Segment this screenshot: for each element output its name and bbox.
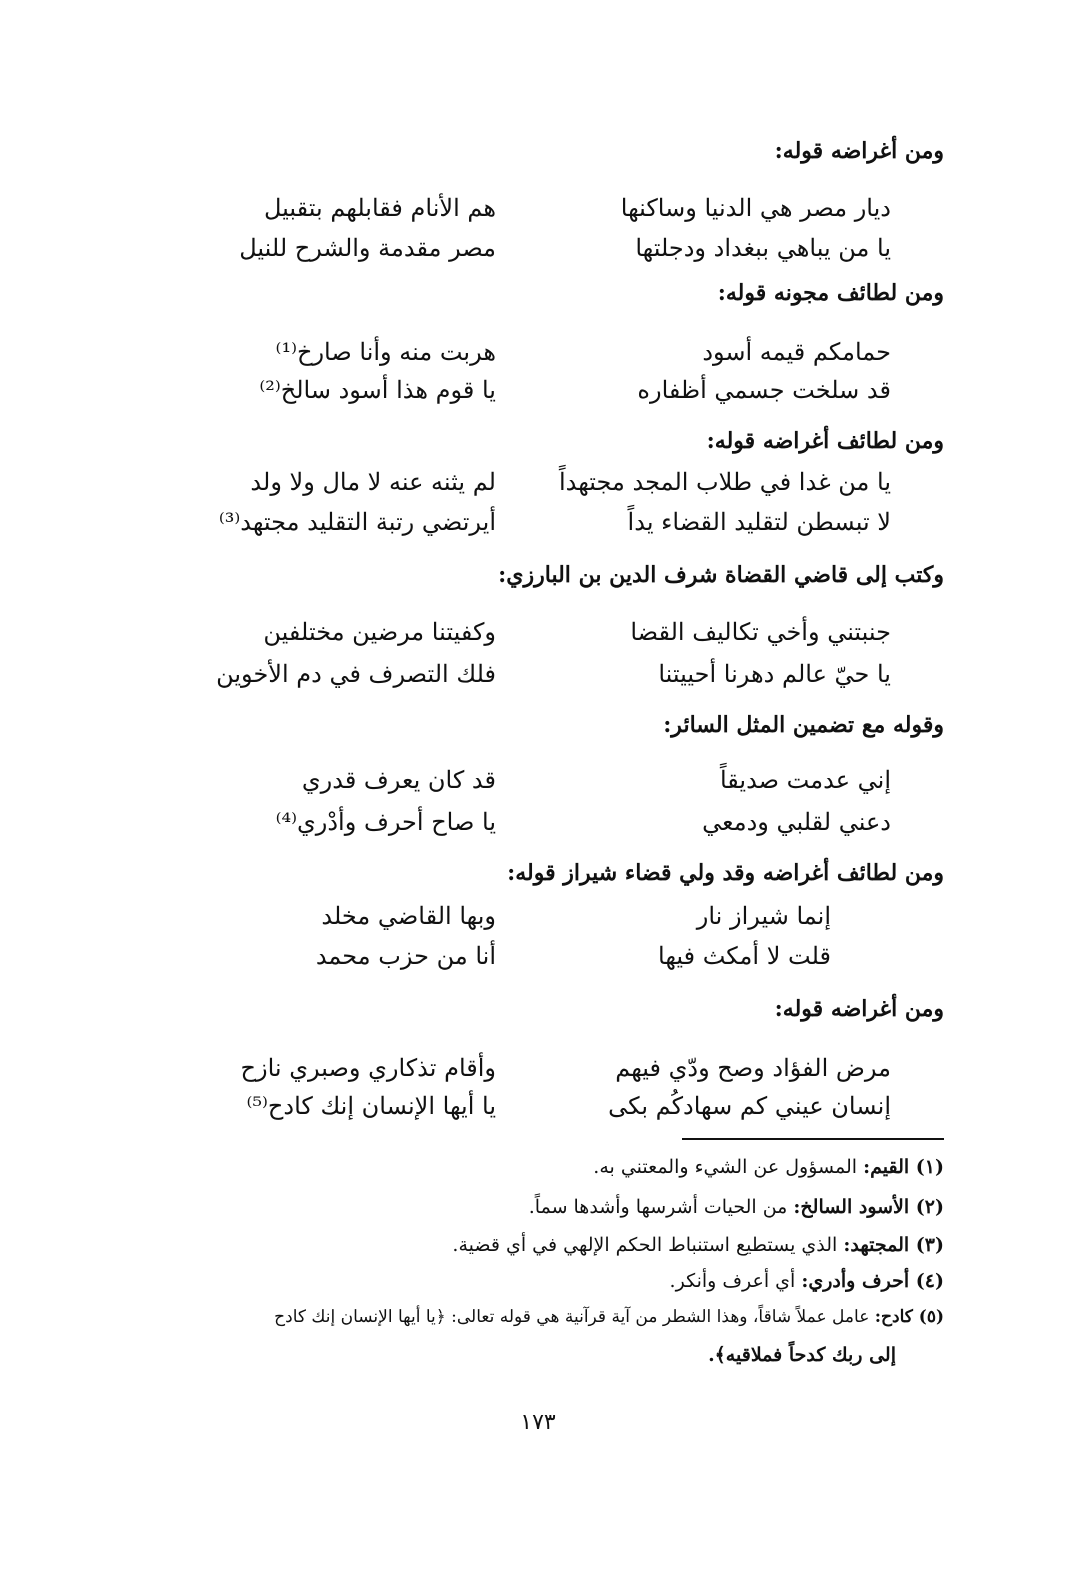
verse-first-hemistich: قد سلخت جسمي أظفاره [637,376,891,404]
section-heading: وكتب إلى قاضي القضاة شرف الدين بن البارزي: [498,562,944,588]
verse-second-hemistich: وكفيتنا مرضين مختلفين [263,618,496,646]
verse-first-hemistich: مرض الفؤاد وصح ودّي فيهم [615,1054,891,1082]
verse-first-hemistich: جنبتني وأخي تكاليف القضا [630,618,891,646]
verse-second-hemistich: يا أيها الإنسان إنك كادح⁽⁵⁾ [246,1092,496,1120]
verse-first-hemistich: ديار مصر هي الدنيا وساكنها [620,194,891,222]
section-heading: ومن لطائف مجونه قوله: [717,280,944,306]
section-heading: وقوله مع تضمين المثل السائر: [663,712,944,738]
verse-second-hemistich: لم يثنه عنه لا مال ولا ولد [250,468,496,496]
verse-second-hemistich: فلك التصرف في دم الأخوين [216,660,496,688]
footnote-term: (١) القيم: [863,1156,944,1178]
footnote-5 [274,1306,944,1327]
section-heading: ومن لطائف أغراضه قوله: [706,428,944,454]
verse-second-hemistich: أيرتضي رتبة التقليد مجتهد⁽³⁾ [218,508,496,536]
footnote-4 [670,1270,944,1292]
footnote-separator [682,1138,944,1140]
footnote-3 [452,1234,944,1256]
verse-second-hemistich: وأقام تذكاري وصبري نازح [240,1054,496,1082]
footnote-text: عامل عملاً شاقاً، وهذا الشطر من آية قرآنية هي قوله تعالى: ﴿يا أيها الإنسان إنك كادح [274,1307,875,1327]
section-heading: ومن أغراضه قوله: [774,996,944,1022]
verse-first-hemistich: إنسان عيني كم سهادكُم بكى [608,1092,891,1120]
verse-first-hemistich: إنما شيراز نار [696,902,831,930]
page-number: ١٧٣ [520,1410,556,1435]
footnote-text: إلى ربك كدحاً فملاقيه﴾. [708,1344,896,1366]
section-heading: ومن أغراضه قوله: [774,138,944,164]
verse-first-hemistich: يا من غدا في طلاب المجد مجتهداً [558,468,891,496]
verse-second-hemistich: أنا من حزب محمد [315,942,496,970]
verse-second-hemistich: هم الأنام فقابلهم بتقبيل [263,194,496,222]
footnote-text: المسؤول عن الشيء والمعتني به. [593,1156,864,1178]
verse-second-hemistich: وبها القاضي مخلد [321,902,496,930]
verse-second-hemistich: هربت منه وأنا صارخ⁽¹⁾ [275,338,496,366]
footnote-term: (٢) الأسود السالخ: [793,1196,944,1218]
footnote-2 [529,1196,944,1218]
verse-second-hemistich: يا قوم هذا أسود سالخ⁽²⁾ [259,376,496,404]
footnote-term: (٣) المجتهد: [843,1234,944,1256]
section-heading: ومن لطائف أغراضه وقد ولي قضاء شيراز قوله: [507,860,944,886]
verse-first-hemistich: إني عدمت صديقاً [719,766,891,794]
verse-first-hemistich: دعني لقلبي ودمعي [702,808,891,836]
verse-first-hemistich: لا تبسطن لتقليد القضاء يداً [627,508,891,536]
footnote-text: من الحيات أشرسها وأشدها سماً. [528,1196,794,1218]
footnote-5-continuation [708,1344,896,1366]
verse-second-hemistich: يا صاح أحرف وأدْري⁽⁴⁾ [275,808,496,836]
verse-second-hemistich: مصر مقدمة والشرح للنيل [239,234,496,262]
verse-first-hemistich: حمامكم قيمه أسود [702,338,891,366]
footnote-term: (٥) كادح: [874,1307,944,1327]
footnote-1 [593,1156,944,1178]
verse-first-hemistich: قلت لا أمكث فيها [658,942,831,970]
footnote-text: أي أعرف وأنكر. [669,1270,802,1292]
verse-second-hemistich: قد كان يعرف قدري [301,766,496,794]
verse-first-hemistich: يا من يباهي ببغداد ودجلتها [635,234,891,262]
footnote-text: الذي يستطيع استنباط الحكم الإلهي في أي قضية. [452,1234,844,1256]
footnote-term: (٤) أحرف وأدري: [801,1270,944,1292]
verse-first-hemistich: يا حيّ عالم دهرنا أحييتنا [658,660,891,688]
